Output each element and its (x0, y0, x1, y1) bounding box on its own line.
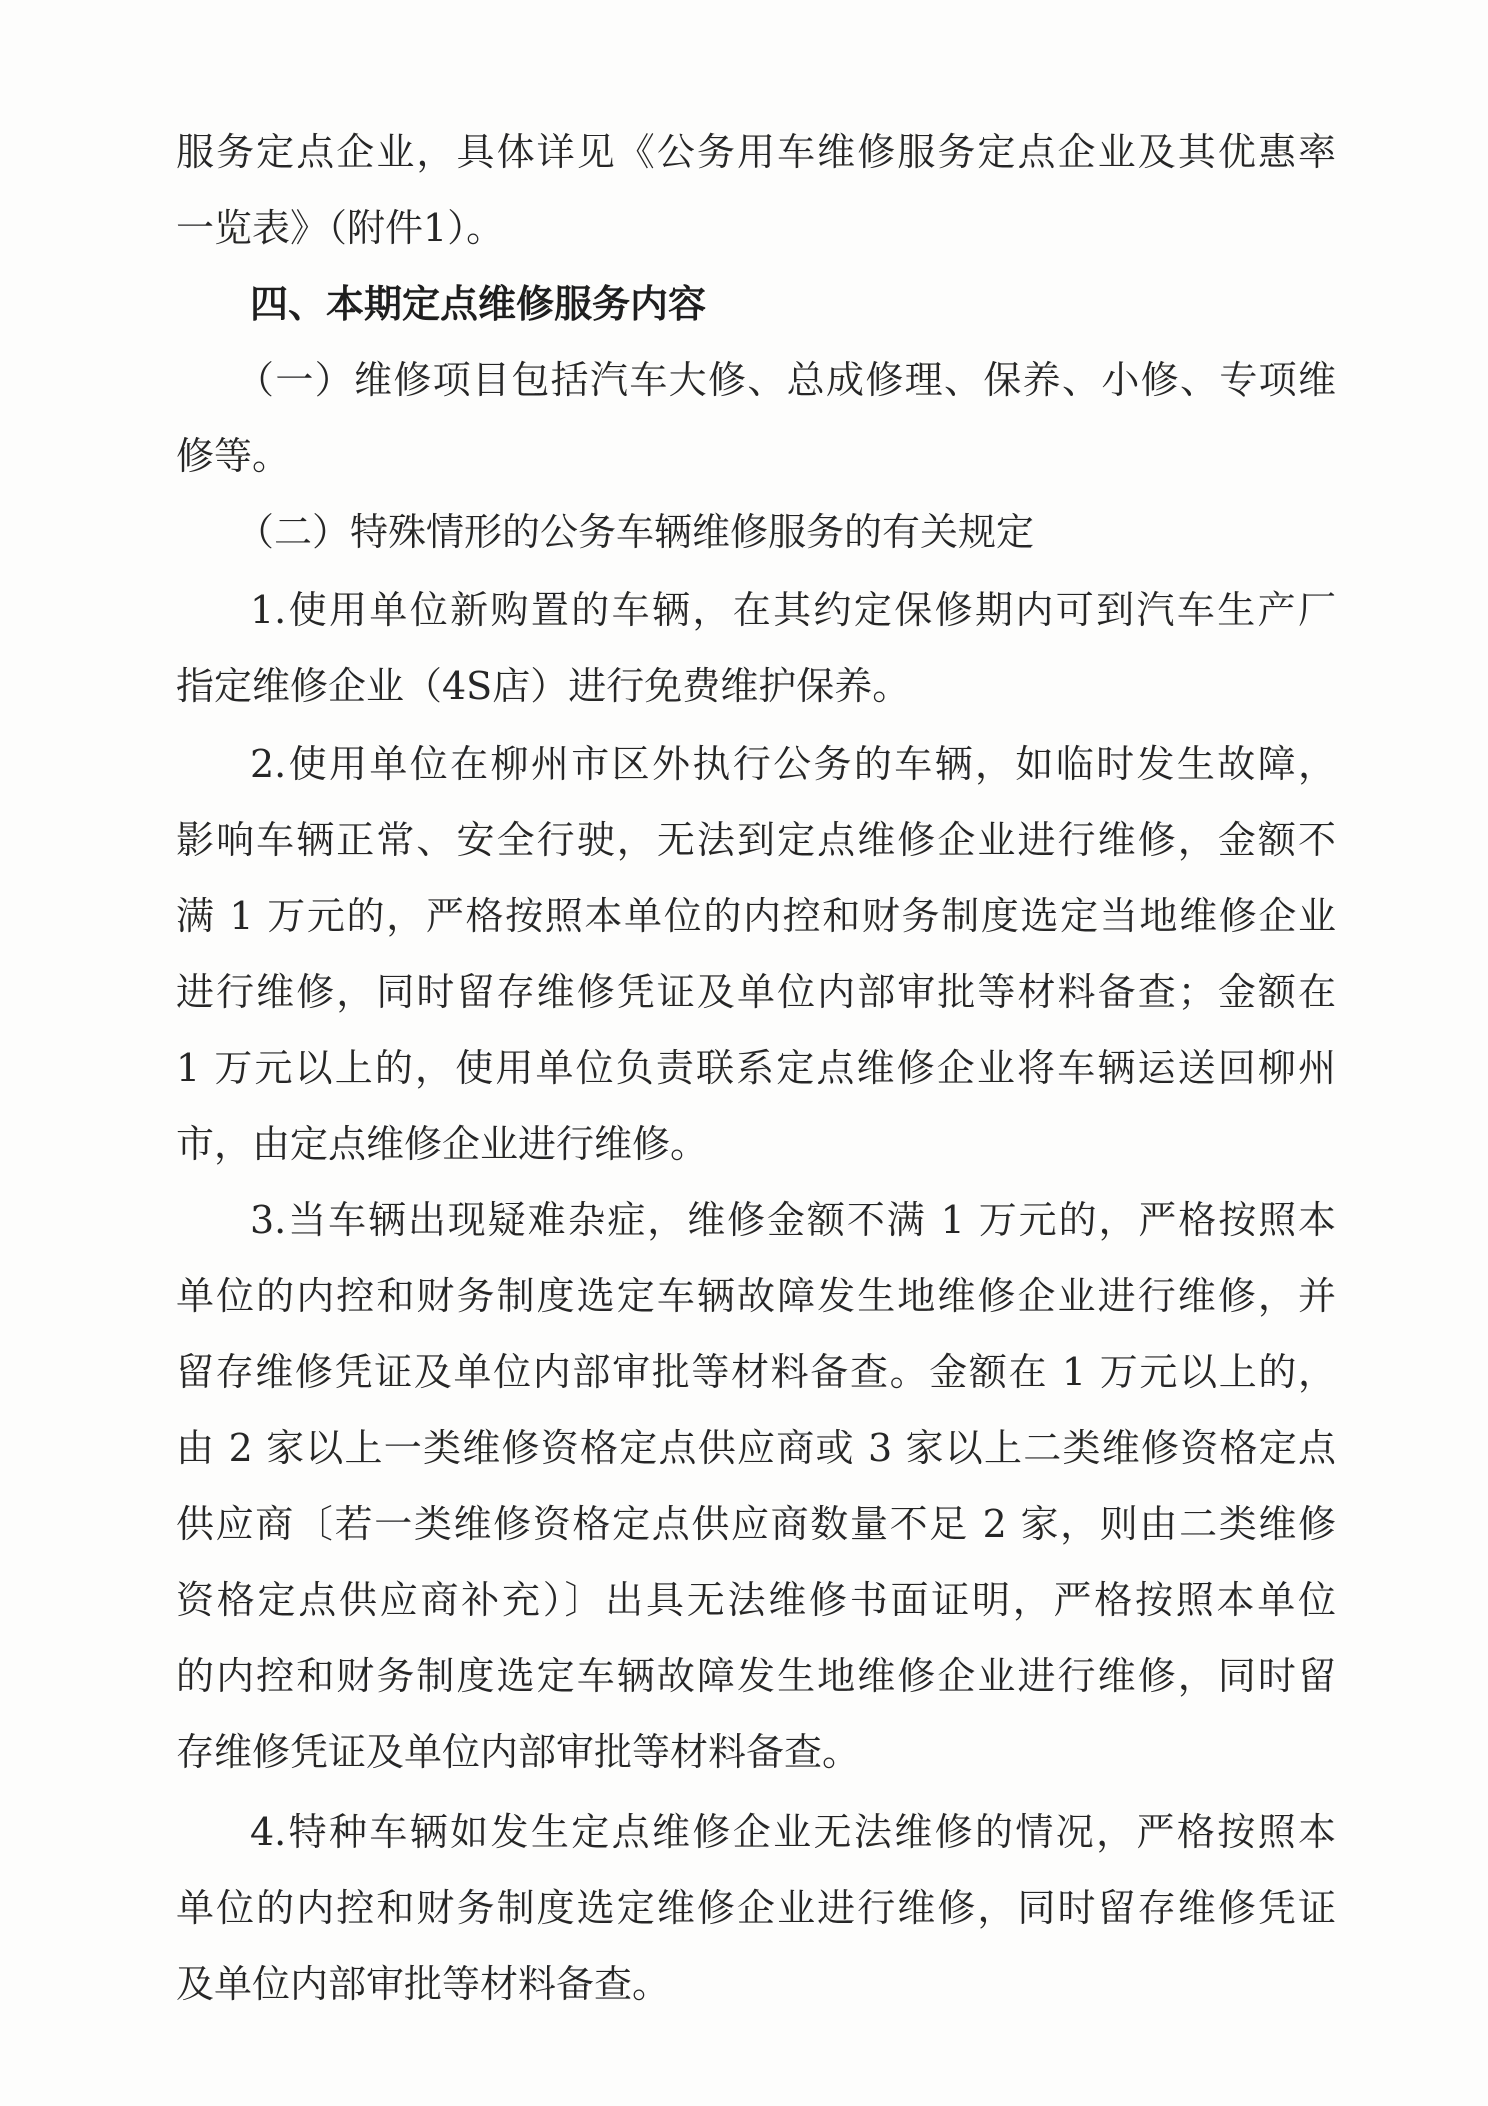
text-line: 满 1 万元的，严格按照本单位的内控和财务制度选定当地维修企业 (176, 894, 1336, 938)
text-line: 及单位内部审批等材料备查。 (176, 1962, 671, 2006)
text-line: 修等。 (176, 434, 291, 478)
text-line: 资格定点供应商补充）〕出具无法维修书面证明，严格按照本单位 (176, 1578, 1336, 1622)
text-line: 市，由定点维修企业进行维修。 (176, 1122, 709, 1166)
subsection-heading: （二）特殊情形的公务车辆维修服务的有关规定 (236, 510, 1035, 554)
text-line: 指定维修企业（4S店）进行免费维护保养。 (176, 664, 911, 708)
text-line: 供应商〔若一类维修资格定点供应商数量不足 2 家，则由二类维修 (176, 1502, 1336, 1546)
text-line: （一）维修项目包括汽车大修、总成修理、保养、小修、专项维 (236, 358, 1336, 402)
text-line: 的内控和财务制度选定车辆故障发生地维修企业进行维修，同时留 (176, 1654, 1336, 1698)
section-heading: 四、本期定点维修服务内容 (250, 282, 707, 326)
text-line: 服务定点企业，具体详见《公务用车维修服务定点企业及其优惠率 (176, 130, 1336, 174)
text-line: 影响车辆正常、安全行驶，无法到定点维修企业进行维修，金额不 (176, 818, 1336, 862)
text-line: 由 2 家以上一类维修资格定点供应商或 3 家以上二类维修资格定点 (176, 1426, 1336, 1470)
text-line: 进行维修，同时留存维修凭证及单位内部审批等材料备查；金额在 (176, 970, 1336, 1014)
text-line: 2.使用单位在柳州市区外执行公务的车辆，如临时发生故障， (250, 742, 1336, 786)
text-line: 单位的内控和财务制度选定维修企业进行维修，同时留存维修凭证 (176, 1886, 1336, 1930)
text-line: 4.特种车辆如发生定点维修企业无法维修的情况，严格按照本 (250, 1810, 1336, 1854)
text-line: 1.使用单位新购置的车辆，在其约定保修期内可到汽车生产厂 (250, 588, 1336, 632)
text-line: 留存维修凭证及单位内部审批等材料备查。金额在 1 万元以上的， (176, 1350, 1336, 1394)
text-line: 存维修凭证及单位内部审批等材料备查。 (176, 1730, 861, 1774)
text-line: 3.当车辆出现疑难杂症，维修金额不满 1 万元的，严格按照本 (250, 1198, 1336, 1242)
text-line: 1 万元以上的，使用单位负责联系定点维修企业将车辆运送回柳州 (176, 1046, 1336, 1090)
text-line: 单位的内控和财务制度选定车辆故障发生地维修企业进行维修，并 (176, 1274, 1336, 1318)
text-line: 一览表》（附件1）。 (176, 206, 505, 250)
